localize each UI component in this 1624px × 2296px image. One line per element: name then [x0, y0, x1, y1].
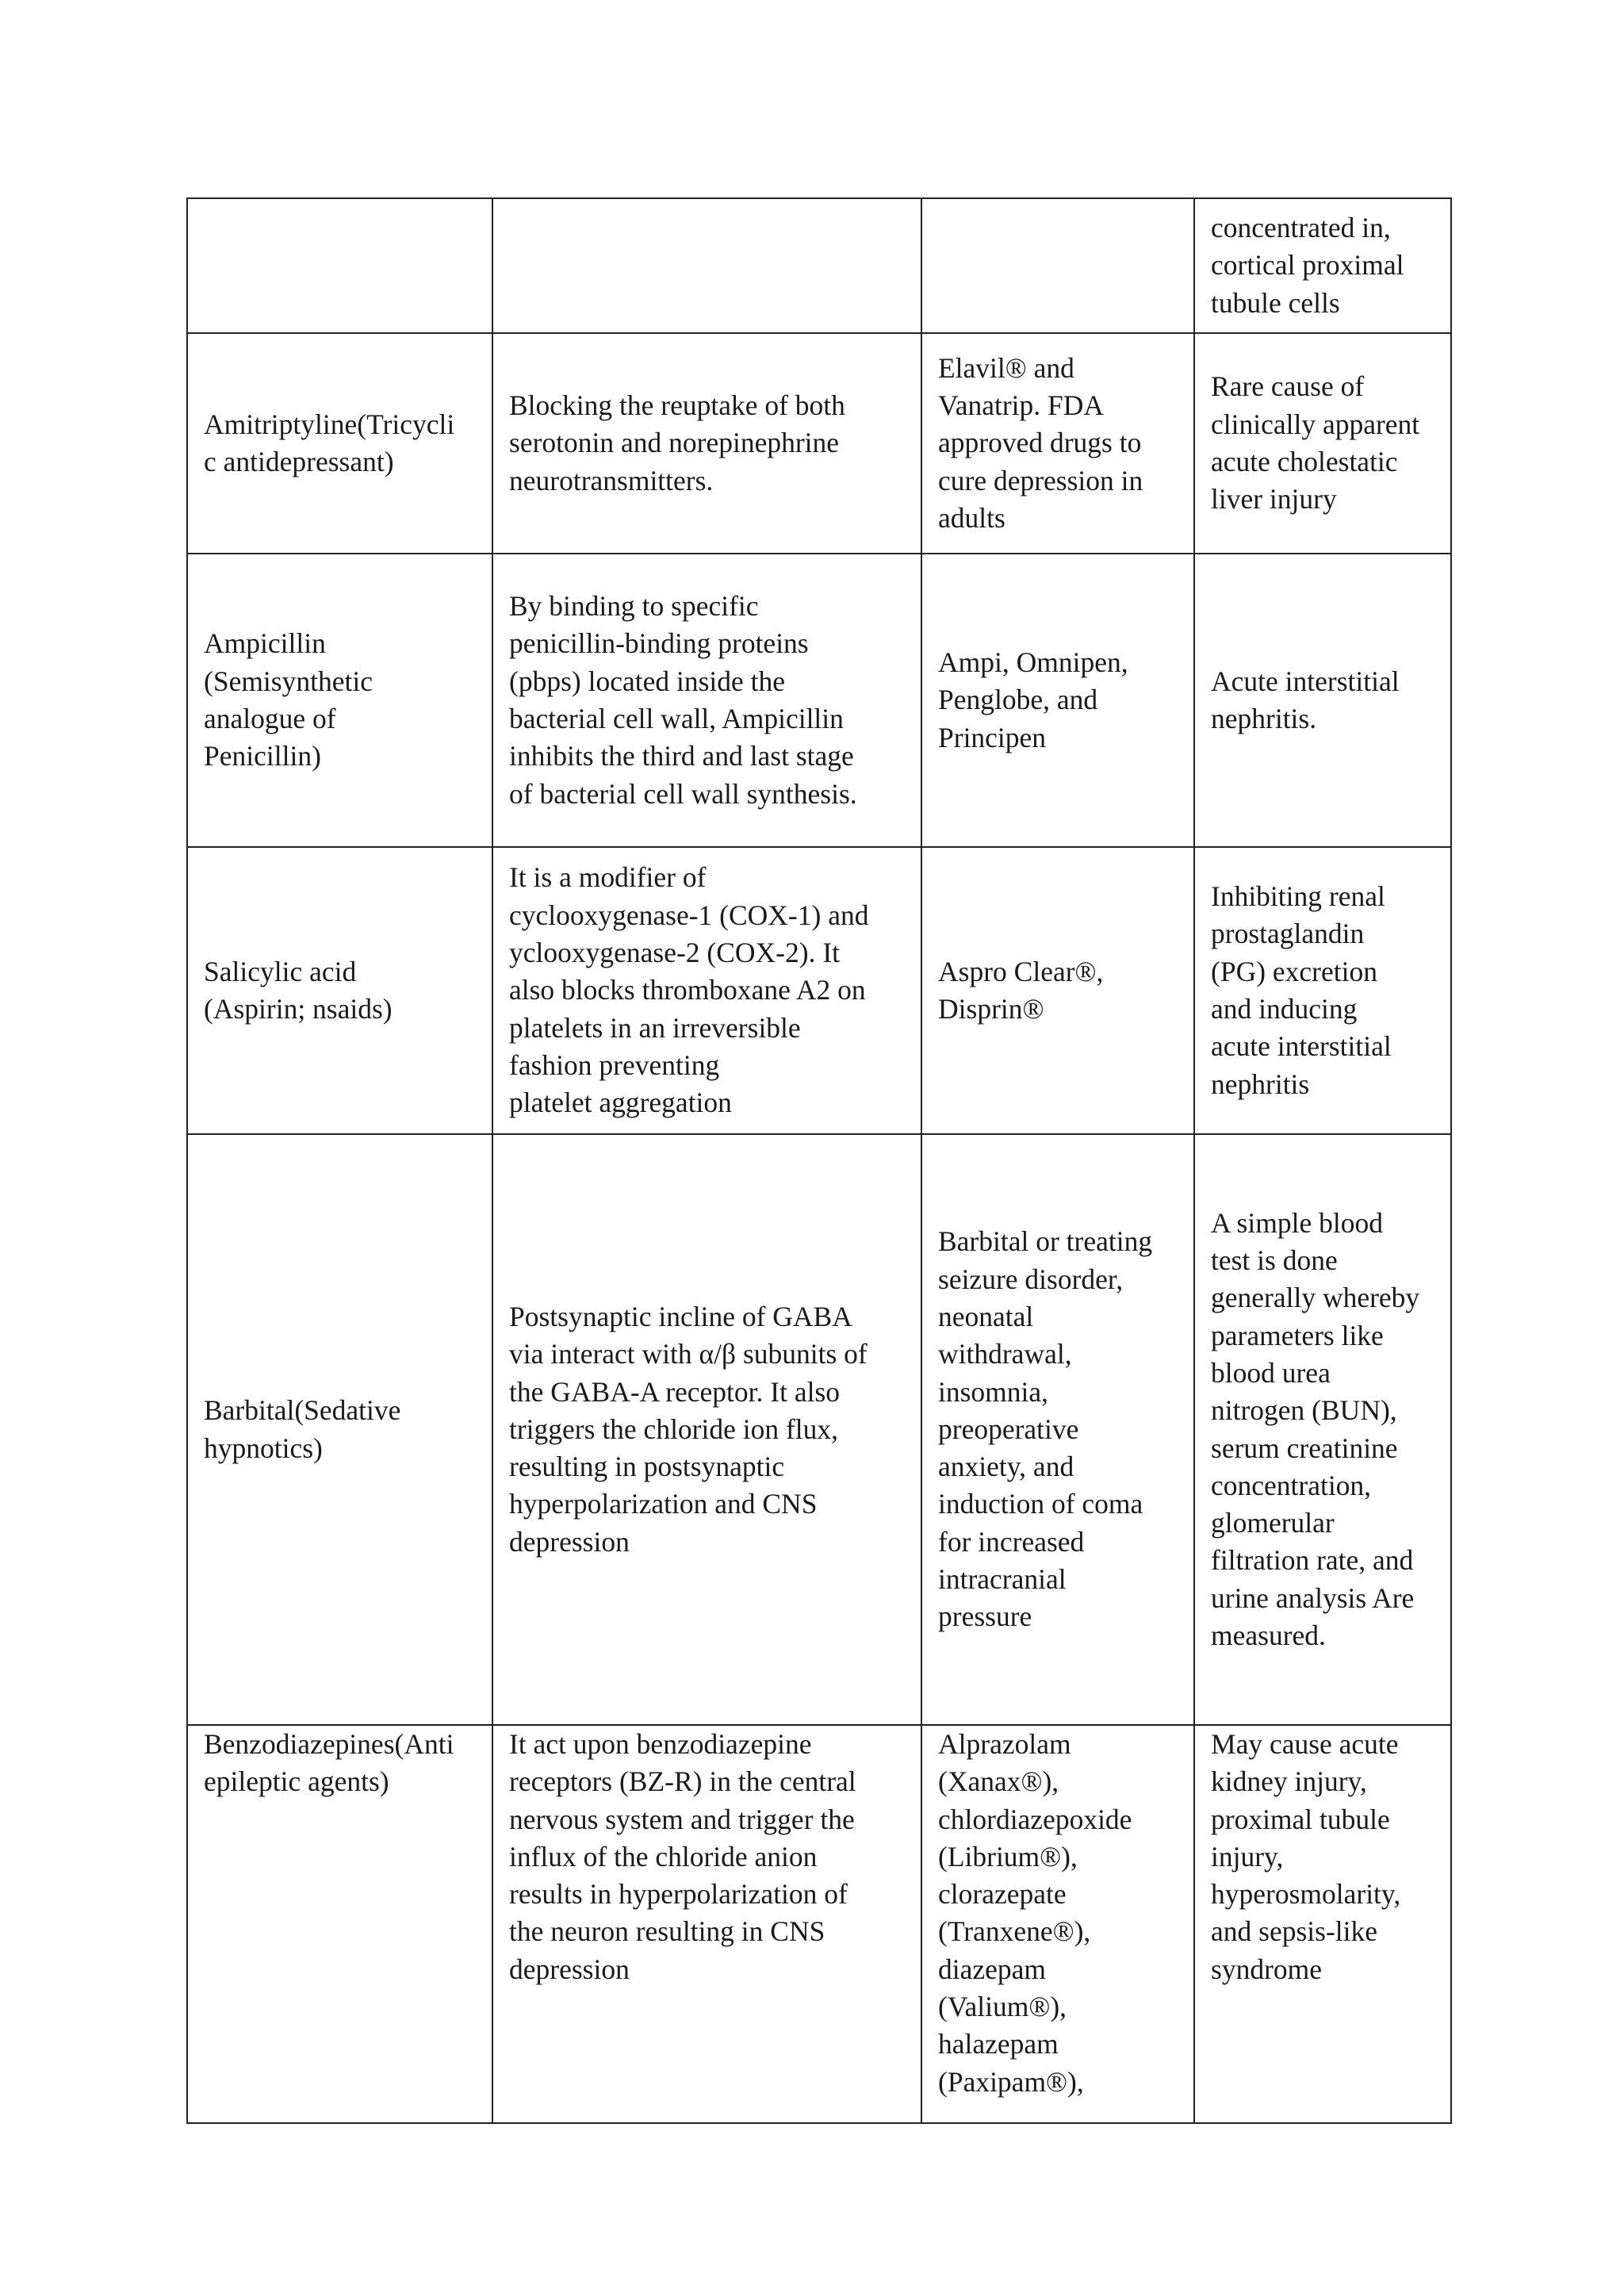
cell-text-line: resulting in postsynaptic — [509, 1451, 785, 1483]
cell-text-line: inhibits the third and last stage — [509, 740, 854, 772]
cell-text-line: bacterial cell wall, Ampicillin — [509, 703, 844, 734]
cell-text-line: anxiety, and — [938, 1451, 1074, 1483]
cell-text-line: (Tranxene®), — [938, 1915, 1091, 1948]
table-row — [187, 554, 1451, 847]
cell-text-line: proximal tubule — [1211, 1803, 1390, 1835]
cell-text-line: kidney injury, — [1211, 1765, 1367, 1798]
cell-text-line: also blocks thromboxane A2 on — [509, 974, 866, 1006]
adverse-effect-cell — [1194, 1134, 1451, 1725]
cell-text-line: depression — [509, 1953, 630, 1985]
cell-text-line: nervous system and trigger the — [509, 1803, 855, 1835]
adverse-effect-cell — [1194, 554, 1451, 847]
cell-text-line: cortical proximal — [1211, 249, 1404, 282]
drug-name-cell — [187, 1134, 492, 1725]
cell-text-line: penicillin-binding proteins — [509, 627, 809, 660]
cell-text-line: hyperosmolarity, — [1211, 1878, 1401, 1911]
cell-text-line: epileptic agents) — [204, 1765, 389, 1798]
cell-text-line: May cause acute — [1211, 1728, 1399, 1760]
cell-text-line: yclooxygenase-2 (COX-2). It — [509, 937, 841, 969]
cell-text-line: triggers the chloride ion flux, — [509, 1412, 839, 1445]
cell-text-line: of bacterial cell wall synthesis. — [509, 777, 857, 810]
cell-text-line: diazepam — [938, 1953, 1047, 1985]
cell-text-line: nitrogen (BUN), — [1211, 1394, 1397, 1427]
cell-text-line: Benzodiazepines(Anti — [204, 1728, 454, 1760]
cell-text-line: insomnia, — [938, 1375, 1049, 1408]
cell-text-line: measured. — [1211, 1619, 1326, 1651]
brand-use-cell — [921, 198, 1194, 333]
table-row — [187, 1134, 1451, 1725]
cell-text-line: Salicylic acid — [204, 955, 357, 987]
cell-text-line: neurotransmitters. — [509, 464, 714, 496]
cell-text-line: filtration rate, and — [1211, 1544, 1414, 1577]
cell-text-line: acute interstitial — [1211, 1030, 1392, 1063]
cell-text-line: Alprazolam — [938, 1728, 1071, 1760]
cell-text-line: pressure — [938, 1600, 1032, 1633]
cell-text-line: prostaglandin — [1211, 918, 1365, 950]
cell-text-line: (Aspirin; nsaids) — [204, 993, 393, 1025]
cell-text-line: halazepam — [938, 2028, 1059, 2060]
cell-text-line: preoperative — [938, 1412, 1079, 1445]
table-row — [187, 198, 1451, 333]
cell-text-line: depression — [509, 1525, 630, 1558]
mechanism-cell — [492, 847, 921, 1134]
table-row — [187, 333, 1451, 554]
cell-text-line: withdrawal, — [938, 1338, 1072, 1370]
cell-text-line: Principen — [938, 721, 1047, 753]
cell-text-line: induction of coma — [938, 1488, 1143, 1520]
drug-name-cell — [187, 333, 492, 554]
cell-text-line: platelet aggregation — [509, 1087, 732, 1119]
cell-text-line: the neuron resulting in CNS — [509, 1915, 825, 1948]
drug-table — [186, 197, 1452, 2124]
cell-text-line: Postsynaptic incline of GABA — [509, 1300, 852, 1332]
cell-text-line: influx of the chloride anion — [509, 1840, 818, 1872]
brand-use-cell — [921, 333, 1194, 554]
cell-text-line: (Valium®), — [938, 1991, 1067, 2023]
cell-text-line: By binding to specific — [509, 590, 759, 623]
mechanism-cell — [492, 1134, 921, 1725]
cell-text-line: seizure disorder, — [938, 1263, 1124, 1295]
cell-text-line: Blocking the reuptake of both — [509, 389, 845, 422]
cell-text-line: Amitriptyline(Tricycli — [204, 408, 455, 440]
cell-text-line: It act upon benzodiazepine — [509, 1728, 812, 1760]
cell-text-line: nephritis. — [1211, 703, 1317, 734]
cell-text-line: clorazepate — [938, 1878, 1067, 1911]
cell-text-line: concentrated in, — [1211, 212, 1391, 244]
cell-text-line: Inhibiting renal — [1211, 880, 1385, 913]
table-body — [187, 198, 1451, 2123]
cell-text-line: test is done — [1211, 1244, 1338, 1277]
cell-text-line: blood urea — [1211, 1356, 1331, 1389]
cell-text-line: the GABA-A receptor. It also — [509, 1375, 841, 1408]
cell-text-line: and inducing — [1211, 993, 1358, 1025]
cell-text-line: intracranial — [938, 1563, 1067, 1596]
cell-text-line: Ampicillin — [204, 627, 326, 660]
cell-text-line: via interact with α/β subunits of — [509, 1338, 868, 1370]
drug-name-cell — [187, 1725, 492, 2123]
cell-text-line: hypnotics) — [204, 1432, 323, 1464]
cell-text-line: nephritis — [1211, 1068, 1310, 1100]
cell-text-line: platelets in an irreversible — [509, 1011, 801, 1044]
cell-text-line: (Xanax®), — [938, 1765, 1059, 1798]
adverse-effect-cell — [1194, 198, 1451, 333]
cell-text-line: parameters like — [1211, 1319, 1384, 1351]
cell-text-line: A simple blood — [1211, 1206, 1383, 1239]
cell-text-line: (PG) excretion — [1211, 955, 1377, 987]
cell-text-line: Aspro Clear®, — [938, 955, 1104, 987]
cell-text-line: approved drugs to — [938, 427, 1142, 459]
brand-use-cell — [921, 1134, 1194, 1725]
cell-text-line: adults — [938, 501, 1005, 534]
mechanism-cell — [492, 1725, 921, 2123]
drug-name-cell — [187, 198, 492, 333]
cell-text-line: chlordiazepoxide — [938, 1803, 1132, 1835]
mechanism-cell — [492, 554, 921, 847]
cell-text-line: Ampi, Omnipen, — [938, 646, 1128, 679]
cell-text-line: results in hyperpolarization of — [509, 1878, 848, 1911]
cell-text-line: tubule cells — [1211, 286, 1340, 319]
cell-text-line: and sepsis-like — [1211, 1915, 1378, 1948]
brand-use-cell — [921, 1725, 1194, 2123]
cell-text-line: (Semisynthetic — [204, 665, 373, 697]
cell-text-line: serotonin and norepinephrine — [509, 427, 840, 459]
cell-text-line: syndrome — [1211, 1953, 1323, 1985]
cell-text-line: Vanatrip. FDA — [938, 389, 1105, 422]
cell-text-line: fashion preventing — [509, 1048, 720, 1081]
cell-text-line: glomerular — [1211, 1507, 1335, 1539]
cell-text-line: It is a modifier of — [509, 861, 707, 894]
cell-text-line: Disprin® — [938, 993, 1044, 1025]
cell-text-line: Barbital or treating — [938, 1225, 1153, 1258]
cell-text-line: (pbps) located inside the — [509, 665, 785, 697]
cell-text-line: clinically apparent — [1211, 408, 1420, 440]
adverse-effect-cell — [1194, 1725, 1451, 2123]
mechanism-cell — [492, 333, 921, 554]
cell-text-line: generally whereby — [1211, 1282, 1420, 1314]
cell-text-line: Elavil® and — [938, 351, 1074, 384]
adverse-effect-cell — [1194, 847, 1451, 1134]
cell-text-line: (Librium®), — [938, 1840, 1078, 1872]
cell-text-line: Penicillin) — [204, 740, 321, 772]
table-row — [187, 847, 1451, 1134]
brand-use-cell — [921, 847, 1194, 1134]
table-row — [187, 1725, 1451, 2123]
cell-text-line: neonatal — [938, 1300, 1034, 1332]
cell-text-line: cyclooxygenase-1 (COX-1) and — [509, 899, 869, 931]
cell-text-line: acute cholestatic — [1211, 446, 1398, 477]
cell-text-line: c antidepressant) — [204, 446, 394, 477]
cell-text-line: cure depression in — [938, 464, 1143, 496]
cell-text-line: Barbital(Sedative — [204, 1394, 401, 1427]
cell-text-line: urine analysis Are — [1211, 1581, 1415, 1614]
cell-text-line: Rare cause of — [1211, 370, 1365, 403]
cell-text-line: liver injury — [1211, 483, 1337, 516]
cell-text-line: injury, — [1211, 1840, 1284, 1872]
drug-name-cell — [187, 554, 492, 847]
adverse-effect-cell — [1194, 333, 1451, 554]
cell-text-line: Acute interstitial — [1211, 665, 1400, 697]
cell-text-line: Penglobe, and — [938, 684, 1098, 716]
cell-text-line: concentration, — [1211, 1469, 1372, 1501]
brand-use-cell — [921, 554, 1194, 847]
cell-text-line: receptors (BZ-R) in the central — [509, 1765, 856, 1798]
cell-text-line: (Paxipam®), — [938, 2065, 1084, 2098]
cell-text-line: for increased — [938, 1525, 1085, 1558]
cell-text-line: analogue of — [204, 703, 336, 734]
mechanism-cell — [492, 198, 921, 333]
cell-text-line: serum creatinine — [1211, 1432, 1398, 1464]
cell-text-line: hyperpolarization and CNS — [509, 1488, 818, 1520]
drug-name-cell — [187, 847, 492, 1134]
